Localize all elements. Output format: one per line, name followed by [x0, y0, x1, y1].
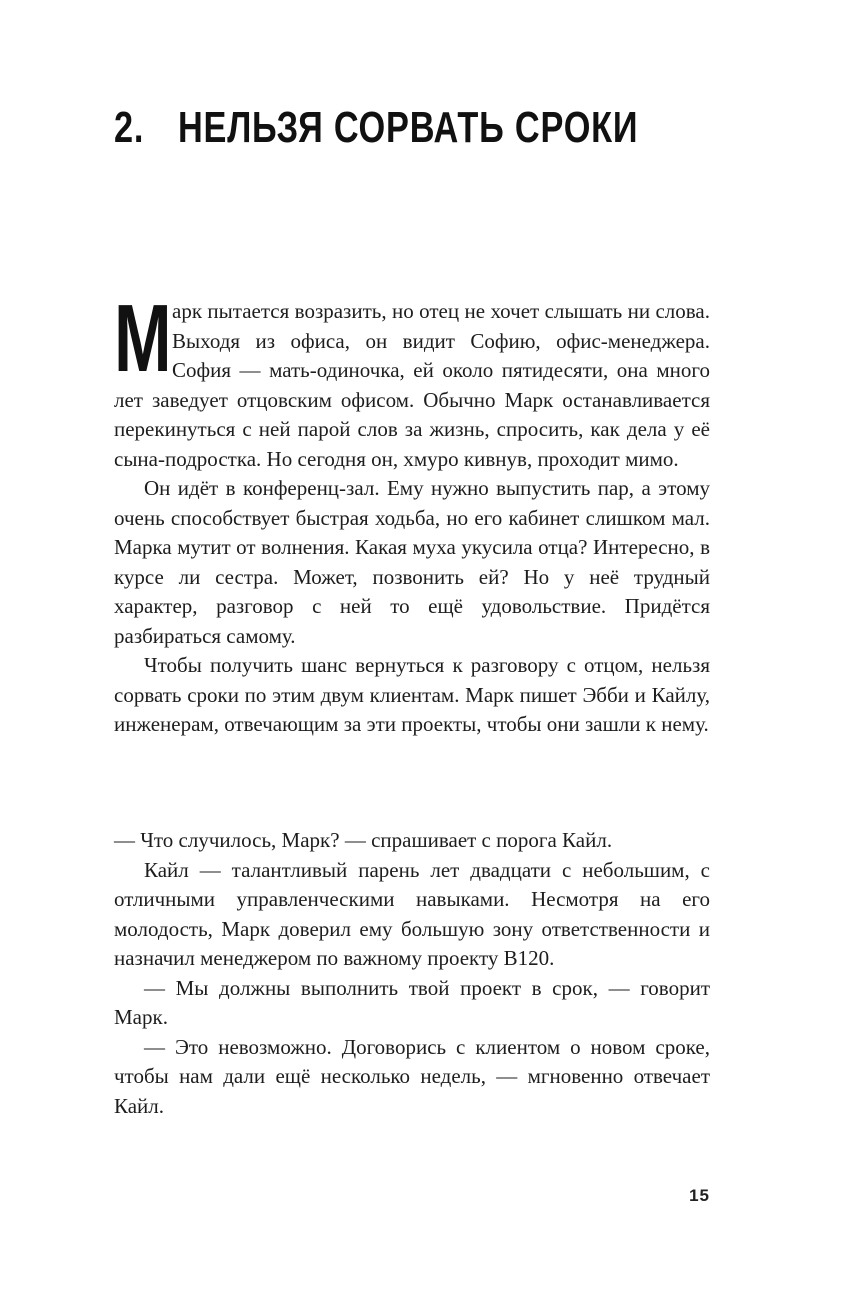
- chapter-title: [114, 103, 639, 152]
- page-number: 15: [689, 1186, 710, 1205]
- text-section-2: [114, 826, 710, 1121]
- paragraph: Кайл — талантливый парень лет двадцати с небольшим, с отличными управленческими навыками. Несмотря на его молодость, Марк доверил ему большую зону ответственности и назначил менеджером по важному проекту B120.: [114, 857, 710, 970]
- drop-cap-letter: М: [114, 285, 172, 392]
- chapter-number: 2.: [114, 103, 145, 152]
- dialogue-paragraph: — Мы должны выполнить твой проект в срок, — говорит Марк.: [114, 975, 710, 1029]
- dialogue-paragraph: — Что случилось, Марк? — спрашивает с порога Кайл.: [114, 828, 613, 852]
- paragraph: Чтобы получить шанс вернуться к разговору с отцом, нельзя сорвать сроки по этим двум клиентам. Марк пишет Эбби и Кайлу, инженерам, отвечающим за эти проекты, чтобы они зашли к нему.: [114, 653, 710, 736]
- paragraph: Он идёт в конференц-зал. Ему нужно выпустить пар, а этому очень способствует быстрая ходьба, но его кабинет слишком мал. Марка мутит от волнения. Какая муха укусила отца? Интересно, в курсе ли сестра. Может, позвонить ей? Но у неё трудный характер, разговор с ней то ещё удовольствие. Придётся разбираться самому.: [114, 476, 710, 648]
- dialogue-paragraph: — Это невозможно. Договорись с клиентом о новом сроке, чтобы нам дали ещё несколько недель, — мгновенно отвечает Кайл.: [114, 1034, 710, 1118]
- chapter-title-text: НЕЛЬЗЯ СОРВАТЬ СРОКИ: [177, 103, 639, 152]
- paragraph: арк пытается возразить, но отец не хочет слышать ни слова. Выходя из офиса, он видит Софию, офис-менеджера. София — мать-одиночка, ей около пятидесяти, она много лет заведует отцовским офисом. Обычно Марк останавливается перекинуться с ней парой слов за жизнь, спросить, как дела у её сына-подростка. Но сегодня он, хмуро кивнув, проходит мимо.: [114, 299, 710, 471]
- text-section-1: [114, 285, 710, 740]
